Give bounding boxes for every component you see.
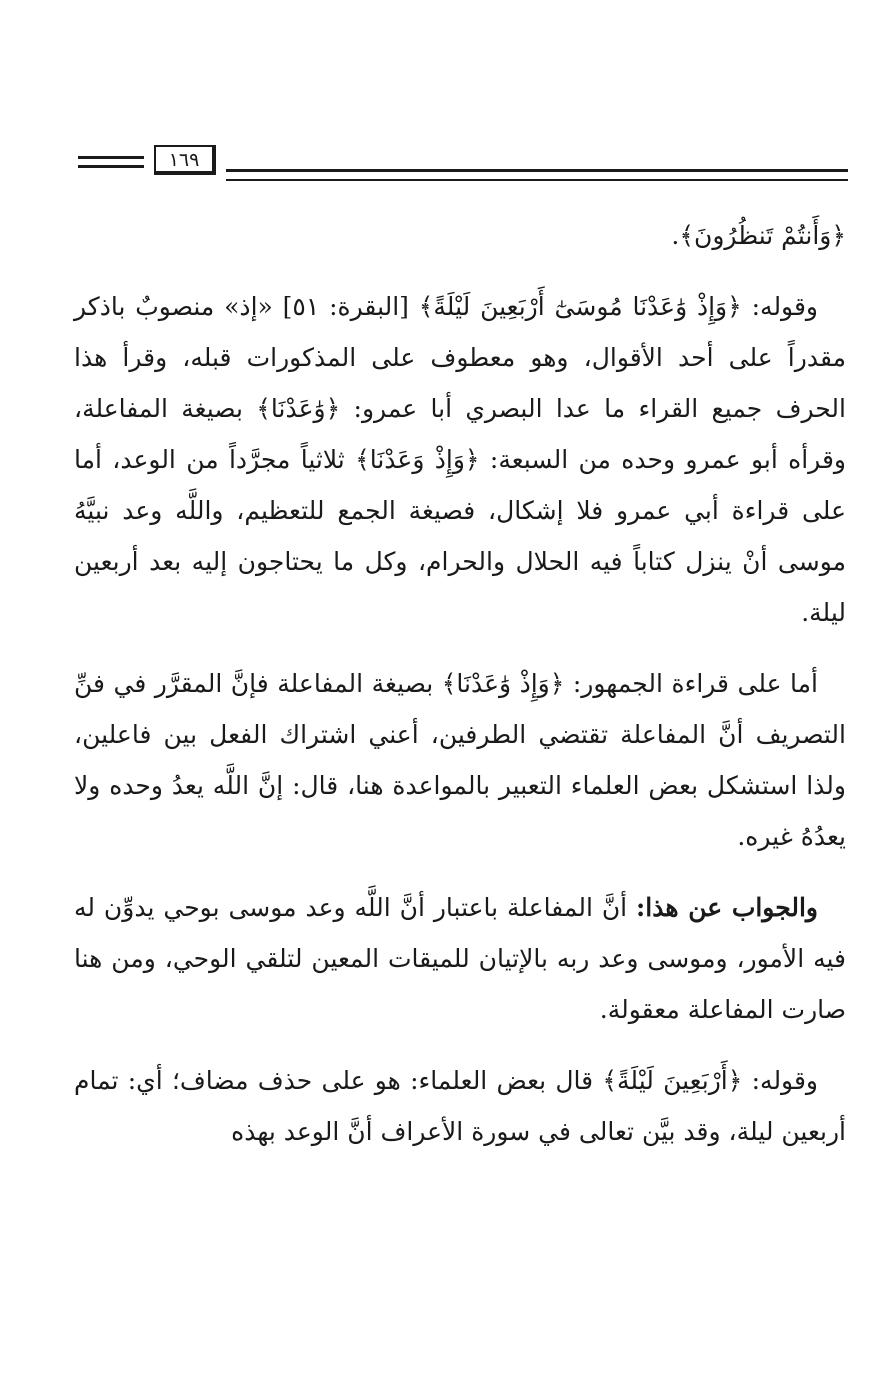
paragraph-4: وقوله: ﴿أَرْبَعِينَ لَيْلَةً﴾ قال بعض العلماء: هو على حذف مضاف؛ أي: تمام أربعين ليلة، وقد بيَّن تعالى في سورة الأعراف أنَّ الوعد بهذه [74, 1066, 846, 1146]
paragraph-3-heading: والجواب عن هذا: [636, 893, 818, 922]
verse-continuation: ﴿وَأَنتُمْ تَنظُرُونَ﴾. [671, 221, 846, 250]
page-header [78, 145, 848, 185]
header-rule-left [78, 156, 144, 168]
paragraph-3-text: أنَّ المفاعلة باعتبار أنَّ اللَّه وعد موسى بوحي يدوِّن له فيه الأمور، وموسى وعد ربه بالإتيان للميقات المعين لتلقي الوحي، ومن هنا صارت المفاعلة معقولة. [74, 893, 846, 1024]
page-number: ١٦٩ [154, 145, 216, 175]
paragraph-1: وقوله: ﴿وَإِذْ وَٰعَدْنَا مُوسَىٰٓ أَرْبَعِينَ لَيْلَةً﴾ [البقرة: ٥١] «إذ» منصوبٌ باذكر مقدراً على أحد الأقوال، وهو معطوف على المذكورات قبله، وقرأ هذا الحرف جميع القراء ما عدا البصري أبا عمرو: ﴿وَٰعَدْنَا﴾ بصيغة المفاعلة، وقرأه أبو عمرو وحده من السبعة: ﴿وَإِذْ وَعَدْنَا﴾ ثلاثياً مجرَّداً من الوعد، أما على قراءة أبي عمرو فلا إشكال، فصيغة الجمع للتعظيم، واللَّه وعد نبيَّهُ موسى أنْ ينزل كتاباً فيه الحلال والحرام، وكل ما يحتاجون إليه بعد أربعين ليلة. [74, 292, 846, 627]
header-rule-right [226, 169, 848, 181]
paragraph-2: أما على قراءة الجمهور: ﴿وَإِذْ وَٰعَدْنَا﴾ بصيغة المفاعلة فإنَّ المقرَّر في فنِّ التصريف أنَّ المفاعلة تقتضي الطرفين، أعني اشتراك الفعل بين فاعلين، ولذا استشكل بعض العلماء التعبير بالمواعدة هنا، قال: إنَّ اللَّه يعدُ وحده ولا يعدُهُ غيره. [74, 669, 846, 851]
page-body [74, 210, 846, 1157]
paragraph-3 [74, 882, 846, 1035]
